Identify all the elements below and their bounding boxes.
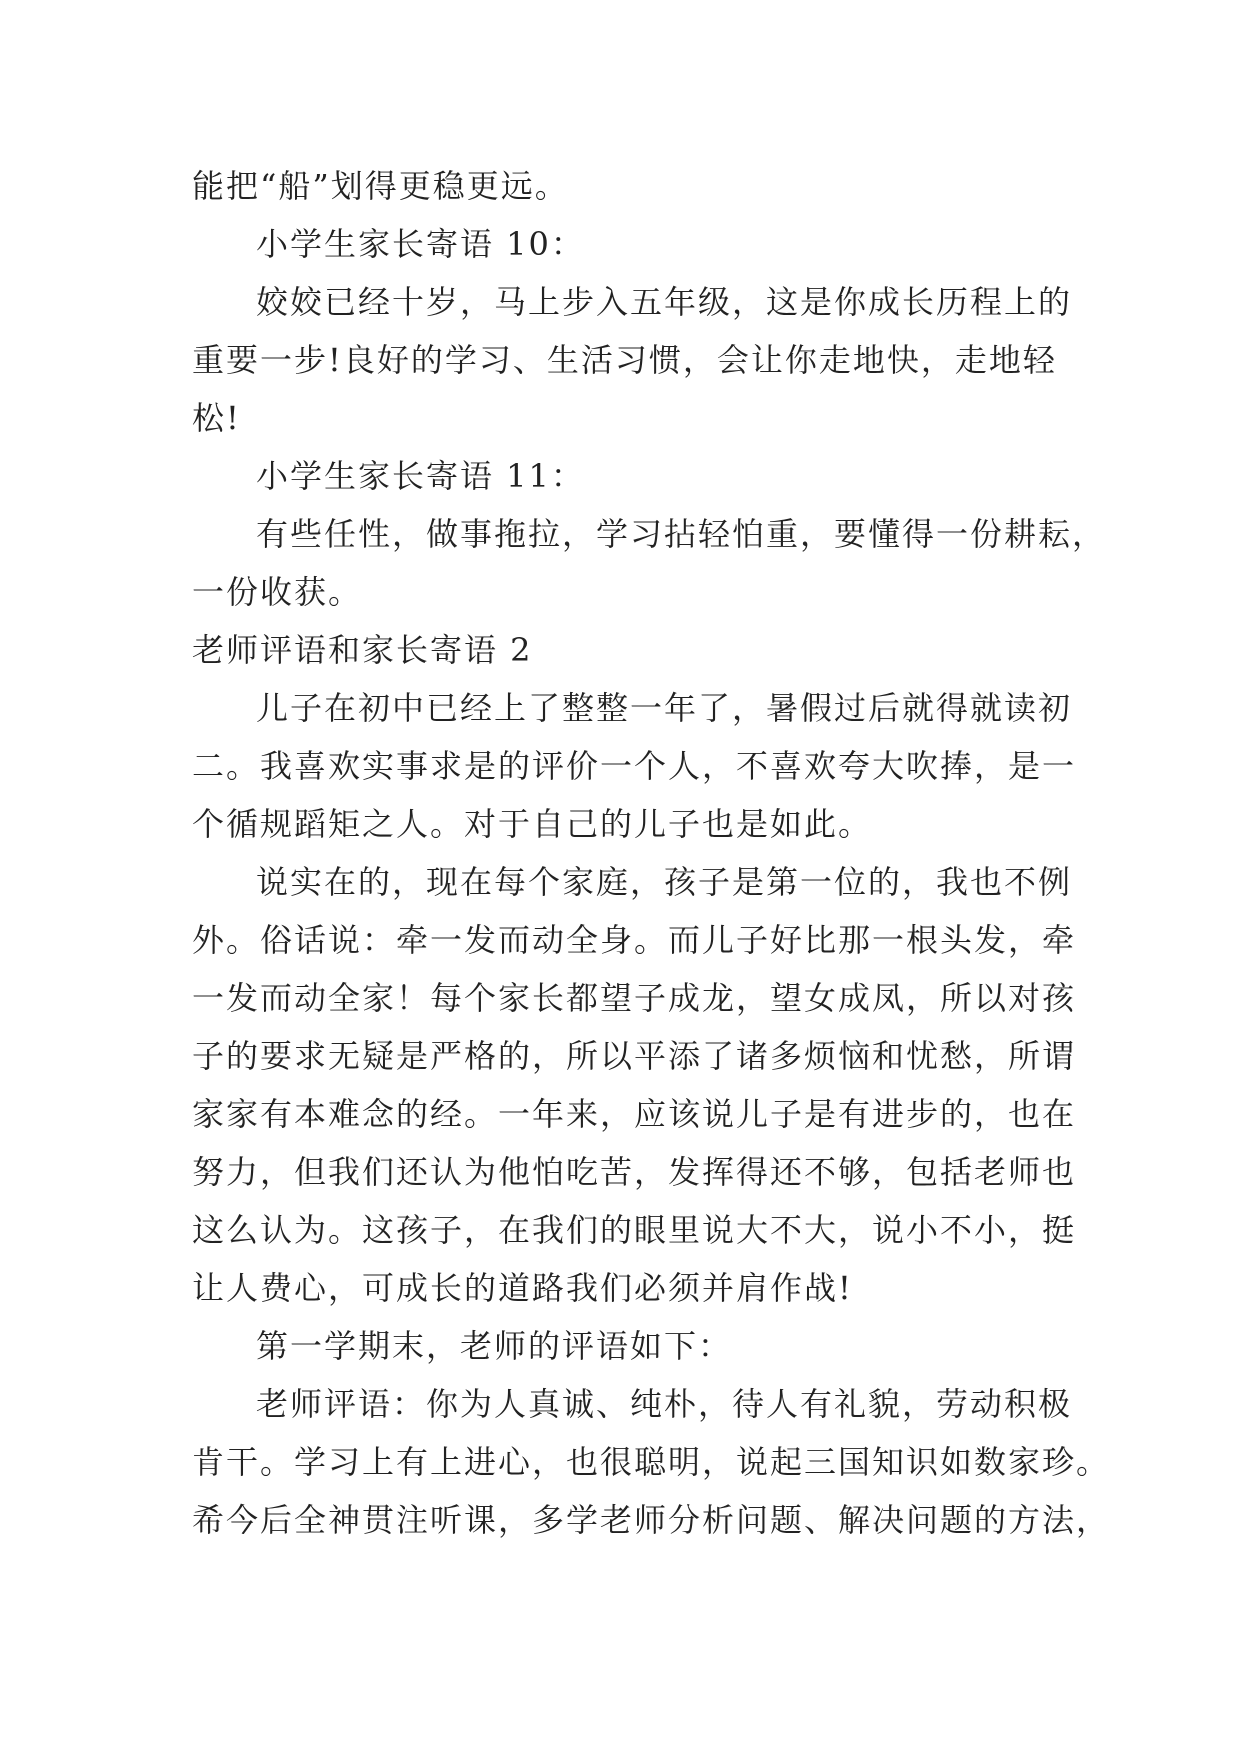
- text-line: 小学生家长寄语 11：: [256, 457, 585, 495]
- text-line: 子的要求无疑是严格的，所以平添了诸多烦恼和忧愁，所谓: [192, 1037, 1077, 1075]
- text-line: 小学生家长寄语 10：: [256, 225, 585, 263]
- text-line: 让人费心，可成长的道路我们必须并肩作战!: [192, 1269, 853, 1307]
- text-line: 一发而动全家！每个家长都望子成龙，望女成凤，所以对孩: [192, 979, 1077, 1017]
- text-line: 第一学期末，老师的评语如下：: [256, 1327, 733, 1365]
- text-line: 家家有本难念的经。一年来，应该说儿子是有进步的，也在: [192, 1095, 1077, 1133]
- text-line: 外。俗话说：牵一发而动全身。而儿子好比那一根头发，牵: [192, 921, 1077, 959]
- text-line: 肯干。学习上有上进心，也很聪明，说起三国知识如数家珍。: [192, 1443, 1111, 1481]
- text-line: 有些任性，做事拖拉，学习拈轻怕重，要懂得一份耕耘，: [256, 515, 1107, 553]
- text-line: 松!: [192, 399, 241, 437]
- text-line: 一份收获。: [192, 573, 363, 611]
- text-line: 姣姣已经十岁，马上步入五年级，这是你成长历程上的: [256, 283, 1073, 321]
- text-line: 个循规蹈矩之人。对于自己的儿子也是如此。: [192, 805, 873, 843]
- text-line: 努力，但我们还认为他怕吃苦，发挥得还不够，包括老师也: [192, 1153, 1077, 1191]
- section-heading: 老师评语和家长寄语 2: [192, 631, 533, 669]
- text-line: 老师评语：你为人真诚、纯朴，待人有礼貌，劳动积极: [256, 1385, 1073, 1423]
- text-line: 希今后全神贯注听课，多学老师分析问题、解决问题的方法，: [192, 1501, 1111, 1539]
- text-line: 说实在的，现在每个家庭，孩子是第一位的，我也不例: [256, 863, 1073, 901]
- text-line: 儿子在初中已经上了整整一年了，暑假过后就得就读初: [256, 689, 1073, 727]
- document-body: [192, 157, 1111, 1549]
- text-line: 重要一步!良好的学习、生活习惯，会让你走地快，走地轻: [192, 341, 1057, 379]
- text-line: 二。我喜欢实事求是的评价一个人，不喜欢夸大吹捧，是一: [192, 747, 1077, 785]
- text-line: 这么认为。这孩子，在我们的眼里说大不大，说小不小，挺: [192, 1211, 1077, 1249]
- text-line: 能把“船”划得更稳更远。: [192, 167, 569, 205]
